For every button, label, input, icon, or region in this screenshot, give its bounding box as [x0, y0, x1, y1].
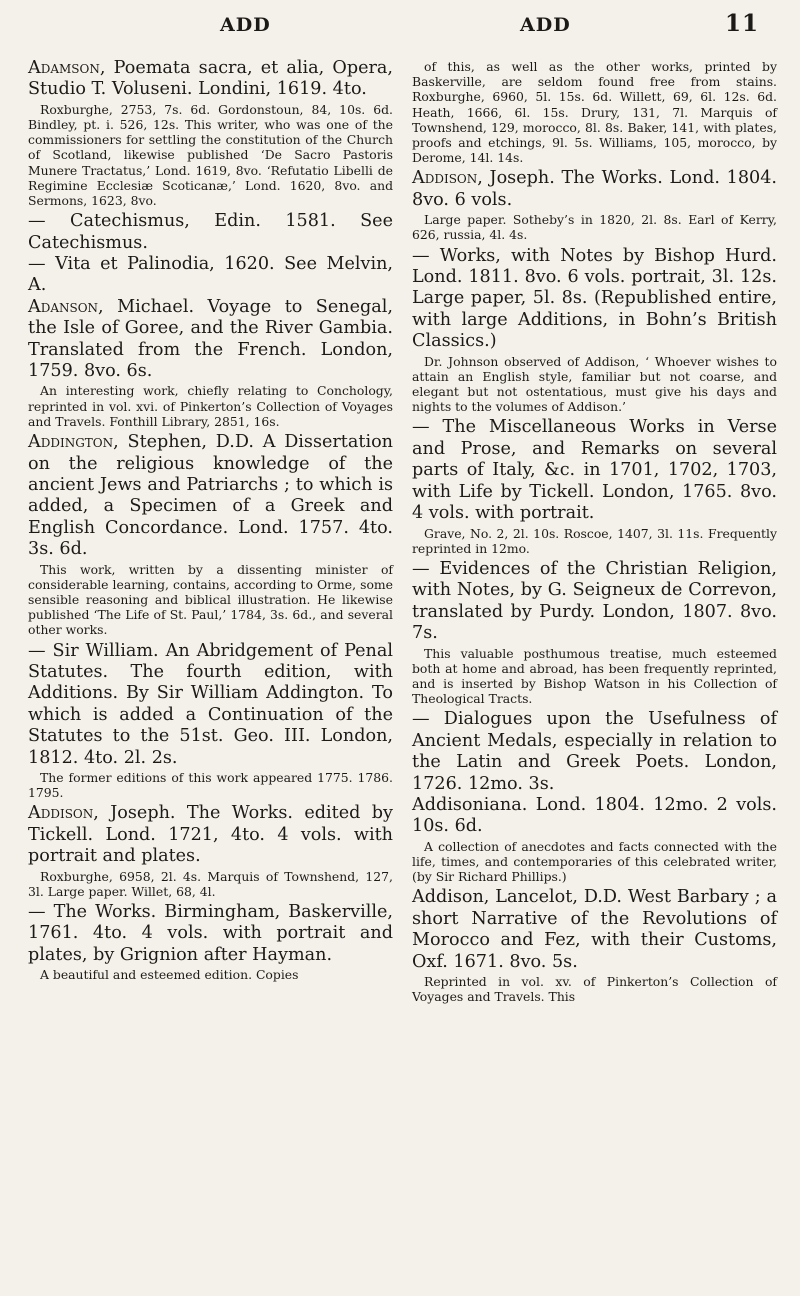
entry-paragraph — [412, 709, 777, 795]
entry-text: A beautiful and esteemed edition. Copies — [40, 967, 299, 983]
page-number: 11 — [725, 10, 760, 37]
entry-paragraph — [412, 417, 777, 524]
entry-text: — The Miscellaneous Works in Verse and Prose, and Remarks on several parts of Italy, &c. in 1701, 1702, 1703, with Life by Tickell. London, 1765. 8vo. 4 vols. with portrait. — [412, 417, 777, 524]
entry-paragraph — [412, 168, 777, 211]
entry-heading: Addison, — [412, 168, 483, 189]
entry-text: Addisoniana. Lond. 1804. 12mo. 2 vols. 10s. 6d. — [412, 794, 777, 837]
entry-text: Stephen, D.D. A Dissertation on the religious knowledge of the ancient Jews and Patriarchs ; to which is added, a Specimen of a Greek and English Concordance. Lond. 1757. 4to. 3s. 6d. — [28, 432, 393, 560]
running-head-left: ADD — [220, 14, 271, 36]
entry-text: Grave, No. 2, 2l. 10s. Roscoe, 1407, 3l. 11s. Frequently reprinted in 12mo. — [412, 525, 777, 556]
entry-text: Addison, Lancelot, D.D. West Barbary ; a short Narrative of the Revolutions of Morocco and Fez, with their Customs, Oxf. 1671. 8vo. 5s. — [412, 887, 777, 972]
note-paragraph — [28, 770, 393, 800]
entry-paragraph — [28, 211, 393, 254]
entry-text: Poemata sacra, et alia, Opera, Studio T. Voluseni. Londini, 1619. 4to. — [28, 58, 393, 100]
entry-paragraph — [412, 559, 777, 645]
entry-paragraph — [412, 795, 777, 838]
entry-text: Joseph. The Works. Lond. 1804. 8vo. 6 vols. — [412, 168, 777, 210]
entry-text: Roxburghe, 6958, 2l. 4s. Marquis of Townshend, 127, 3l. Large paper. Willet, 68, 4l. — [28, 868, 393, 899]
entry-text: A collection of anecdotes and facts connected with the life, times, and contemporaries of this celebrated writer, (by Sir Richard Phillips.) — [412, 838, 777, 885]
entry-heading: Adamson, — [28, 58, 106, 78]
running-head-center: ADD — [520, 14, 571, 36]
entry-text: — Works, with Notes by Bishop Hurd. Lond. 1811. 8vo. 6 vols. portrait, 3l. 12s. Large paper, 5l. 8s. (Republished entire, with large Additions, in Bohn’s British Classics.) — [412, 245, 777, 352]
note-paragraph — [412, 354, 777, 415]
note-paragraph — [28, 383, 393, 429]
entry-paragraph — [28, 297, 393, 383]
right-column — [412, 58, 777, 1007]
entry-text: — Dialogues upon the Usefulness of Ancient Medals, especially in relation to the Latin and Greek Poets. London, 1726. 12mo. 3s. — [412, 709, 777, 794]
left-column — [28, 58, 393, 985]
entry-text: Michael. Voyage to Senegal, the Isle of Goree, and the River Gambia. Translated from the French. London, 1759. 8vo. 6s. — [28, 296, 393, 382]
entry-text: This work, written by a dissenting minister of considerable learning, contains, according to Orme, some sensible reasoning and biblical illustration. He likewise published ‘The Life of St. Paul,’ 1784, 3s. 6d., and several other works. — [28, 561, 393, 638]
note-paragraph — [412, 212, 777, 242]
note-paragraph — [412, 974, 777, 1004]
note-paragraph — [28, 869, 393, 899]
entry-text: Reprinted in vol. xv. of Pinkerton’s Collection of Voyages and Travels. This — [412, 974, 777, 1005]
note-paragraph — [412, 839, 777, 885]
entry-heading: Addison, — [28, 803, 99, 824]
entry-paragraph — [412, 246, 777, 353]
entry-text: Large paper. Sotheby’s in 1820, 2l. 8s. Earl of Kerry, 626, russia, 4l. 4s. — [412, 212, 777, 243]
note-paragraph — [412, 59, 777, 165]
entry-text: The former editions of this work appeared 1775. 1786. 1795. — [28, 769, 393, 801]
entry-heading: Adanson, — [28, 296, 104, 317]
note-paragraph — [28, 562, 393, 638]
entry-text: — Catechismus, Edin. 1581. See Catechismus. — [28, 211, 393, 253]
entry-text: Dr. Johnson observed of Addison, ‘ Whoever wishes to attain an English style, familiar but not coarse, and elegant but not ostentatious, must give his days and nights to the volumes of Addison.’ — [412, 353, 777, 415]
entry-text: An interesting work, chiefly relating to Conchology, reprinted in vol. xvi. of Pinkerton’s Collection of Voyages and Travels. Fonthill Library, 2851, 16s. — [28, 383, 393, 429]
entry-text: — The Works. Birmingham, Baskerville, 1761. 4to. 4 vols. with portrait and plates, by Grignion after Hayman. — [28, 902, 393, 965]
entry-paragraph — [28, 254, 393, 297]
entry-text: Roxburghe, 2753, 7s. 6d. Gordonstoun, 84, 10s. 6d. Bindley, pt. i. 526, 12s. This writer, who was one of the commissioners for settling the constitution of the Church of Scotland, likewise published ‘De Sacro Pastoris Munere Tractatus,’ Lond. 1619, 8vo. ‘Refutatio Libelli de Regimine Ecclesiæ Scoticanæ,’ Lond. 1620, 8vo. and Sermons, 1623, 8vo. — [28, 101, 393, 209]
entry-paragraph — [28, 641, 393, 769]
entry-paragraph — [28, 432, 393, 560]
entry-text: This valuable posthumous treatise, much esteemed both at home and abroad, has been frequently reprinted, and is inserted by Bishop Watson in his Collection of Theological Tracts. — [412, 645, 777, 707]
entry-paragraph — [28, 803, 393, 867]
entry-paragraph — [412, 887, 777, 973]
note-paragraph — [412, 526, 777, 556]
entry-heading: Addington, — [28, 432, 119, 453]
entry-text: — Sir William. An Abridgement of Penal Statutes. The fourth edition, with Additions. By Sir William Addington. To which is added a Continuation of the Statutes to the 51st. Geo. III. London, 1812. 4to. 2l. 2s. — [28, 640, 393, 768]
entry-text: — Vita et Palinodia, 1620. See Melvin, A. — [28, 254, 393, 296]
note-paragraph — [412, 646, 777, 707]
entry-text: — Evidences of the Christian Religion, with Notes, by G. Seigneux de Correvon, translated by Purdy. London, 1807. 8vo. 7s. — [412, 558, 777, 644]
note-paragraph — [28, 102, 393, 208]
entry-paragraph — [28, 902, 393, 966]
entry-paragraph — [28, 58, 393, 101]
entry-text: Joseph. The Works. edited by Tickell. Lond. 1721, 4to. 4 vols. with portrait and plates. — [28, 803, 393, 867]
entry-text: of this, as well as the other works, printed by Baskerville, are seldom found free from stains. Roxburghe, 6960, 5l. 15s. 6d. Willett, 69, 6l. 12s. 6d. Heath, 1666, 6l. 15s. Drury, 131, 7l. Marquis of Townshend, 129, morocco, 8l. 8s. Baker, 141, with plates, proofs and etchings, 9l. 5s. Williams, 105, morocco, by Derome, 14l. 14s. — [412, 59, 777, 166]
note-paragraph — [28, 967, 393, 982]
